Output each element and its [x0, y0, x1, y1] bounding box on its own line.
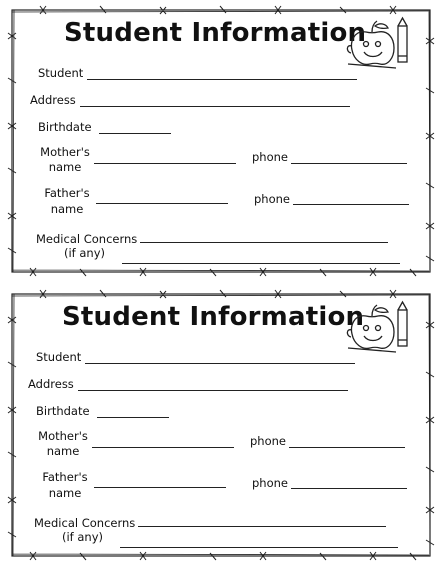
medical-input-line-2[interactable]	[122, 263, 400, 264]
mother-phone-label: phone	[252, 150, 288, 164]
apple-pencil-clipart-icon	[344, 300, 414, 356]
student-label: Student	[38, 66, 84, 80]
medical-input-line-2[interactable]	[120, 547, 398, 548]
father-label-line2: name	[50, 202, 84, 216]
birthdate-label: Birthdate	[36, 404, 90, 418]
address-input-line[interactable]	[80, 106, 350, 107]
father-phone-label: phone	[252, 476, 288, 490]
medical-label-line2: (if any)	[64, 246, 106, 260]
mother-phone-input-line[interactable]	[289, 447, 405, 448]
student-info-card-top	[10, 8, 432, 274]
medical-input-line-1[interactable]	[138, 526, 386, 527]
birthdate-label: Birthdate	[38, 120, 92, 134]
mother-name-input-line[interactable]	[94, 163, 236, 164]
father-phone-input-line[interactable]	[293, 204, 409, 205]
student-input-line[interactable]	[85, 363, 355, 364]
mother-label-line1: Mother's	[40, 145, 90, 159]
student-info-card-bottom	[10, 292, 432, 558]
mother-phone-label: phone	[250, 434, 286, 448]
father-name-input-line[interactable]	[94, 487, 226, 488]
student-label: Student	[36, 350, 82, 364]
father-label-line1: Father's	[42, 470, 88, 484]
mother-label-line2: name	[46, 444, 80, 458]
mother-phone-input-line[interactable]	[291, 163, 407, 164]
father-phone-label: phone	[254, 192, 290, 206]
medical-label-line2: (if any)	[62, 530, 104, 544]
card-title: Student Information	[62, 302, 365, 332]
birthdate-input-line[interactable]	[97, 417, 169, 418]
student-input-line[interactable]	[87, 79, 357, 80]
mother-label-line2: name	[48, 160, 82, 174]
father-name-input-line[interactable]	[96, 203, 228, 204]
address-label: Address	[30, 93, 76, 107]
medical-label-line1: Medical Concerns	[34, 516, 136, 530]
address-input-line[interactable]	[78, 390, 348, 391]
apple-pencil-clipart-icon	[344, 16, 414, 72]
medical-input-line-1[interactable]	[140, 242, 388, 243]
mother-label-line1: Mother's	[38, 429, 88, 443]
father-label-line2: name	[48, 486, 82, 500]
address-label: Address	[28, 377, 74, 391]
birthdate-input-line[interactable]	[99, 133, 171, 134]
mother-name-input-line[interactable]	[92, 447, 234, 448]
father-phone-input-line[interactable]	[291, 488, 407, 489]
medical-label-line1: Medical Concerns	[36, 232, 138, 246]
father-label-line1: Father's	[44, 186, 90, 200]
card-title: Student Information	[64, 18, 367, 48]
